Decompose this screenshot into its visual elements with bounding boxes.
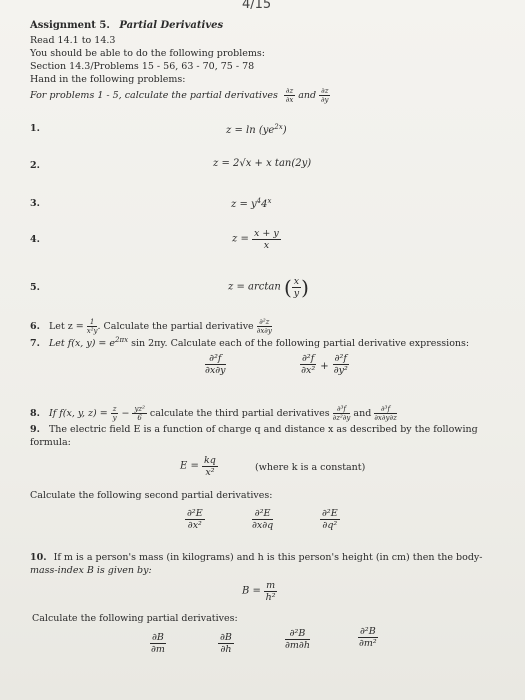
problem-9-instruction: Calculate the following second partial derivatives: (30, 490, 273, 501)
problem-4-equation: z = $\frac{x + y}{x}$ (232, 228, 279, 251)
problem-5-number: 5. (30, 282, 40, 293)
hand-in-line: Hand in the following problems: (30, 74, 186, 85)
problem-2-number: 2. (30, 160, 40, 171)
problem-7-expression-a: $\frac{\text{∂²f}}{\partial x\partial y}$ (205, 353, 226, 376)
section-line: Section 14.3/Problems 15 - 56, 63 - 70, 75 - 78 (30, 61, 255, 72)
problem-5-equation: z = arctan ( $\frac{x}{y}$ ) (228, 275, 309, 300)
problem-9-line1: 9. The electric field E is a function of charge q and distance x as described by the following (30, 424, 478, 435)
problem-10-expression-b: $\frac{\partial B}{\partial h}$ (220, 632, 232, 655)
problem-10-formula: B = $\frac{m}{\text{h²}}$ (242, 580, 276, 603)
problem-2-equation: z = 2√x + x tan(2y) (213, 158, 312, 169)
problem-9-note: (where k is a constant) (255, 462, 366, 473)
problem-7-expression-b: $\frac{\text{∂²f}}{\text{∂x²}}$ + $\frac{\text{∂²f}}{\text{∂y²}}$ (301, 353, 348, 376)
able-line: You should be able to do the following problems: (30, 48, 265, 59)
handwritten-note: 4/15 (242, 0, 272, 12)
problem-9-expression-a: $\frac{\text{∂²E}}{\text{∂x²}}$ (187, 508, 203, 531)
problem-10-line1: 10. If m is a person's mass (in kilograms) and h is this person's height (in cm) then the body- (30, 552, 483, 563)
problem-9-expression-b: $\frac{\text{∂²E}}{\partial x\partial q}$ (252, 508, 274, 531)
problem-10-expression-a: $\frac{\partial B}{\partial m}$ (150, 632, 165, 655)
problem-6: 6. Let z = $\frac{1}{\text{x²y}}$ . Calculate the partial derivative $\frac{\text{∂²z}}{\partial x\partial y}$ (30, 318, 272, 335)
problem-10-line2: mass-index B is given by: (30, 565, 152, 576)
reading-line: Read 14.1 to 14.3 (30, 35, 116, 46)
assignment-title: Assignment 5. Partial Derivatives (30, 20, 224, 31)
problem-1-equation: $z = \ln (ye^{2x})$ (226, 123, 287, 136)
problem-9-expression-c: $\frac{\text{∂²E}}{\text{∂q²}}$ (322, 508, 338, 531)
problem-4-number: 4. (30, 234, 40, 245)
problem-3-number: 3. (30, 198, 40, 209)
problem-1-number: 1. (30, 123, 40, 134)
problem-3-equation: $z = y^44^x$ (231, 197, 272, 210)
problem-7: 7. Let f(x, $y) = e^{2\pi x}$ sin 2πy. Calculate each of the following partial derivative expressions: (30, 336, 470, 349)
problem-10-instruction: Calculate the following partial derivatives: (32, 613, 238, 624)
instructions-line: For problems 1 - 5, calculate the partial derivatives $\frac{\partial z}{\partial x}$ and $\frac{\partial z}{\partial y}$ (30, 87, 329, 104)
problem-8: 8. If f(x, y, z) = $\frac{z}{y}$ − $\frac{\text{yz²}}{6}$ calculate the third partial derivatives $\frac{\text{∂³f}}{\text{∂z²∂y}}$ and $\frac{\text{∂³f}}{\partial x\partial y\partial z}$ (30, 405, 397, 422)
problem-10-expression-d: $\frac{\text{∂²B}}{\text{∂m²}}$ (358, 626, 377, 649)
problem-10-expression-c: $\frac{\text{∂²B}}{\partial m\partial h}$ (285, 628, 310, 651)
problem-9-line2: formula: (30, 437, 71, 448)
problem-9-formula: E = $\frac{kq}{\text{x²}}$ (180, 455, 216, 478)
